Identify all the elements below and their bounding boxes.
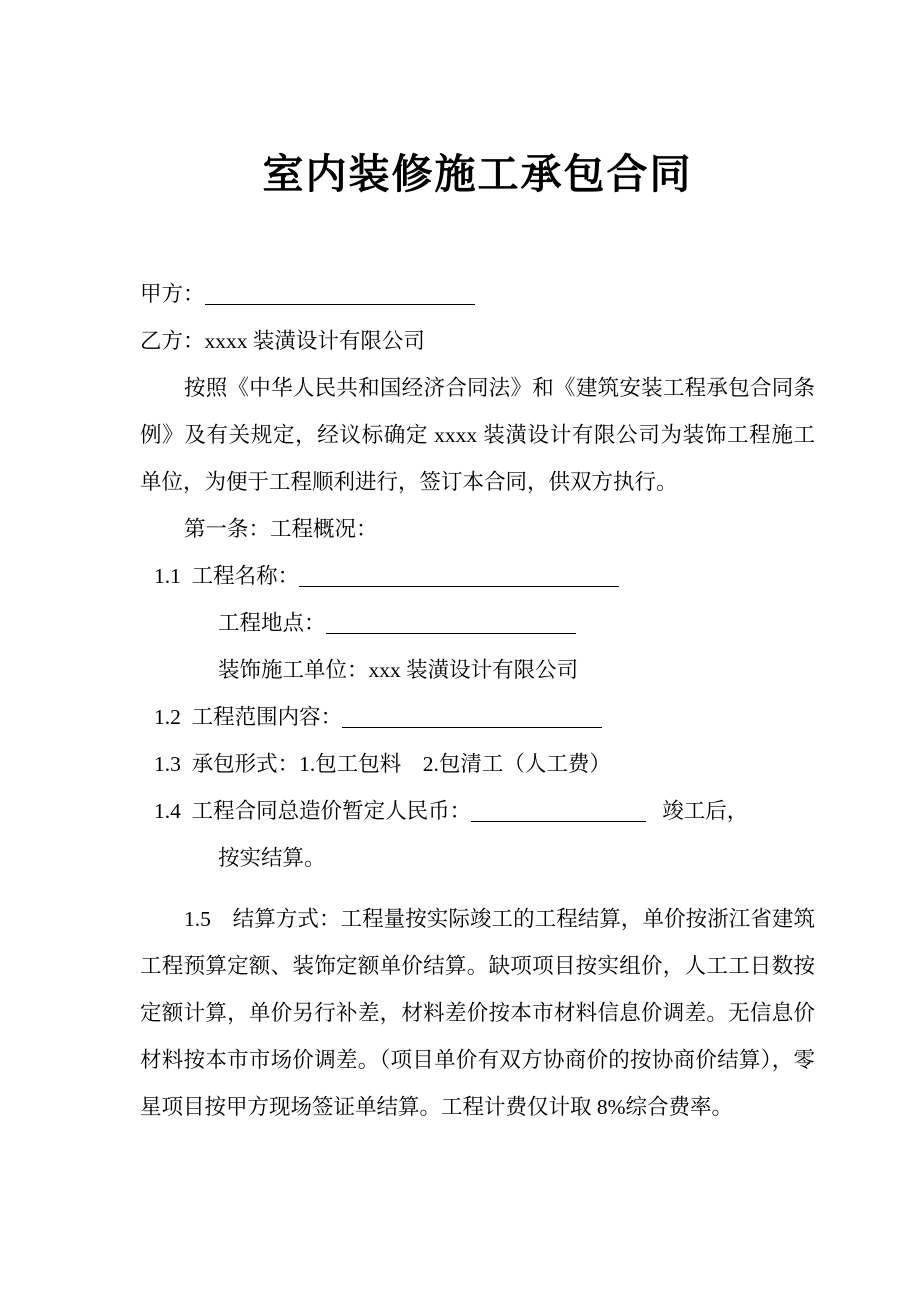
page-title: 室内装修施工承包合同	[262, 151, 693, 197]
party-a-line	[140, 271, 815, 318]
item-1-2-label: 工程范围内容：	[191, 705, 343, 730]
item-1-3-label: 承包形式：1.包工包料 2.包清工（人工费）	[191, 752, 611, 777]
item-1-3-number: 1.3	[154, 752, 181, 777]
item-1-1-label: 工程名称：	[191, 564, 300, 589]
item-1-1-blank[interactable]	[299, 563, 619, 587]
item-1-4-blank[interactable]	[471, 798, 646, 822]
item-1-4-number: 1.4	[154, 799, 181, 824]
item-project-location-blank[interactable]	[326, 610, 576, 634]
item-1-4-suffix: 竣工后，	[662, 799, 749, 824]
item-construction-unit: 装饰施工单位：xxx 装潢设计有限公司	[218, 658, 579, 683]
item-1-4-continuation: 按实结算。	[218, 846, 326, 871]
item-1-2	[154, 694, 815, 741]
article-1-heading: 第一条：工程概况：	[184, 517, 378, 542]
item-1-2-number: 1.2	[154, 705, 181, 730]
item-1-4	[154, 788, 815, 835]
item-1-1	[154, 553, 815, 600]
item-project-location	[140, 600, 815, 647]
item-1-2-blank[interactable]	[342, 704, 602, 728]
item-1-5-text: 结算方式：工程量按实际竣工的工程结算，单价按浙江省建筑工程预算定额、装饰定额单价结算。缺项项目按实组价，人工工日数按定额计算，单价另行补差，材料差价按本市材料信息价调差。无信息价材料按本市市场价调差。（项目单价有双方协商价的按协商价结算），零星项目按甲方现场签证单结算。工程计费仅计取 8%综合费率。	[140, 907, 815, 1120]
party-a-label: 甲方：	[140, 282, 205, 307]
item-1-4-label: 工程合同总造价暂定人民币：	[191, 799, 472, 824]
item-1-5	[140, 896, 815, 1131]
item-project-location-label: 工程地点：	[218, 611, 326, 636]
item-1-1-number: 1.1	[154, 564, 181, 589]
party-b-line: 乙方：xxxx 装潢设计有限公司	[140, 329, 425, 354]
party-a-blank[interactable]	[205, 281, 475, 305]
preamble-paragraph: 按照《中华人民共和国经济合同法》和《建筑安装工程承包合同条例》及有关规定，经议标确定 xxxx 装潢设计有限公司为装饰工程施工单位，为便于工程顺利进行，签订本合同，供双方执行。	[140, 376, 815, 495]
item-1-5-number: 1.5	[184, 907, 211, 932]
item-1-3	[154, 741, 815, 788]
